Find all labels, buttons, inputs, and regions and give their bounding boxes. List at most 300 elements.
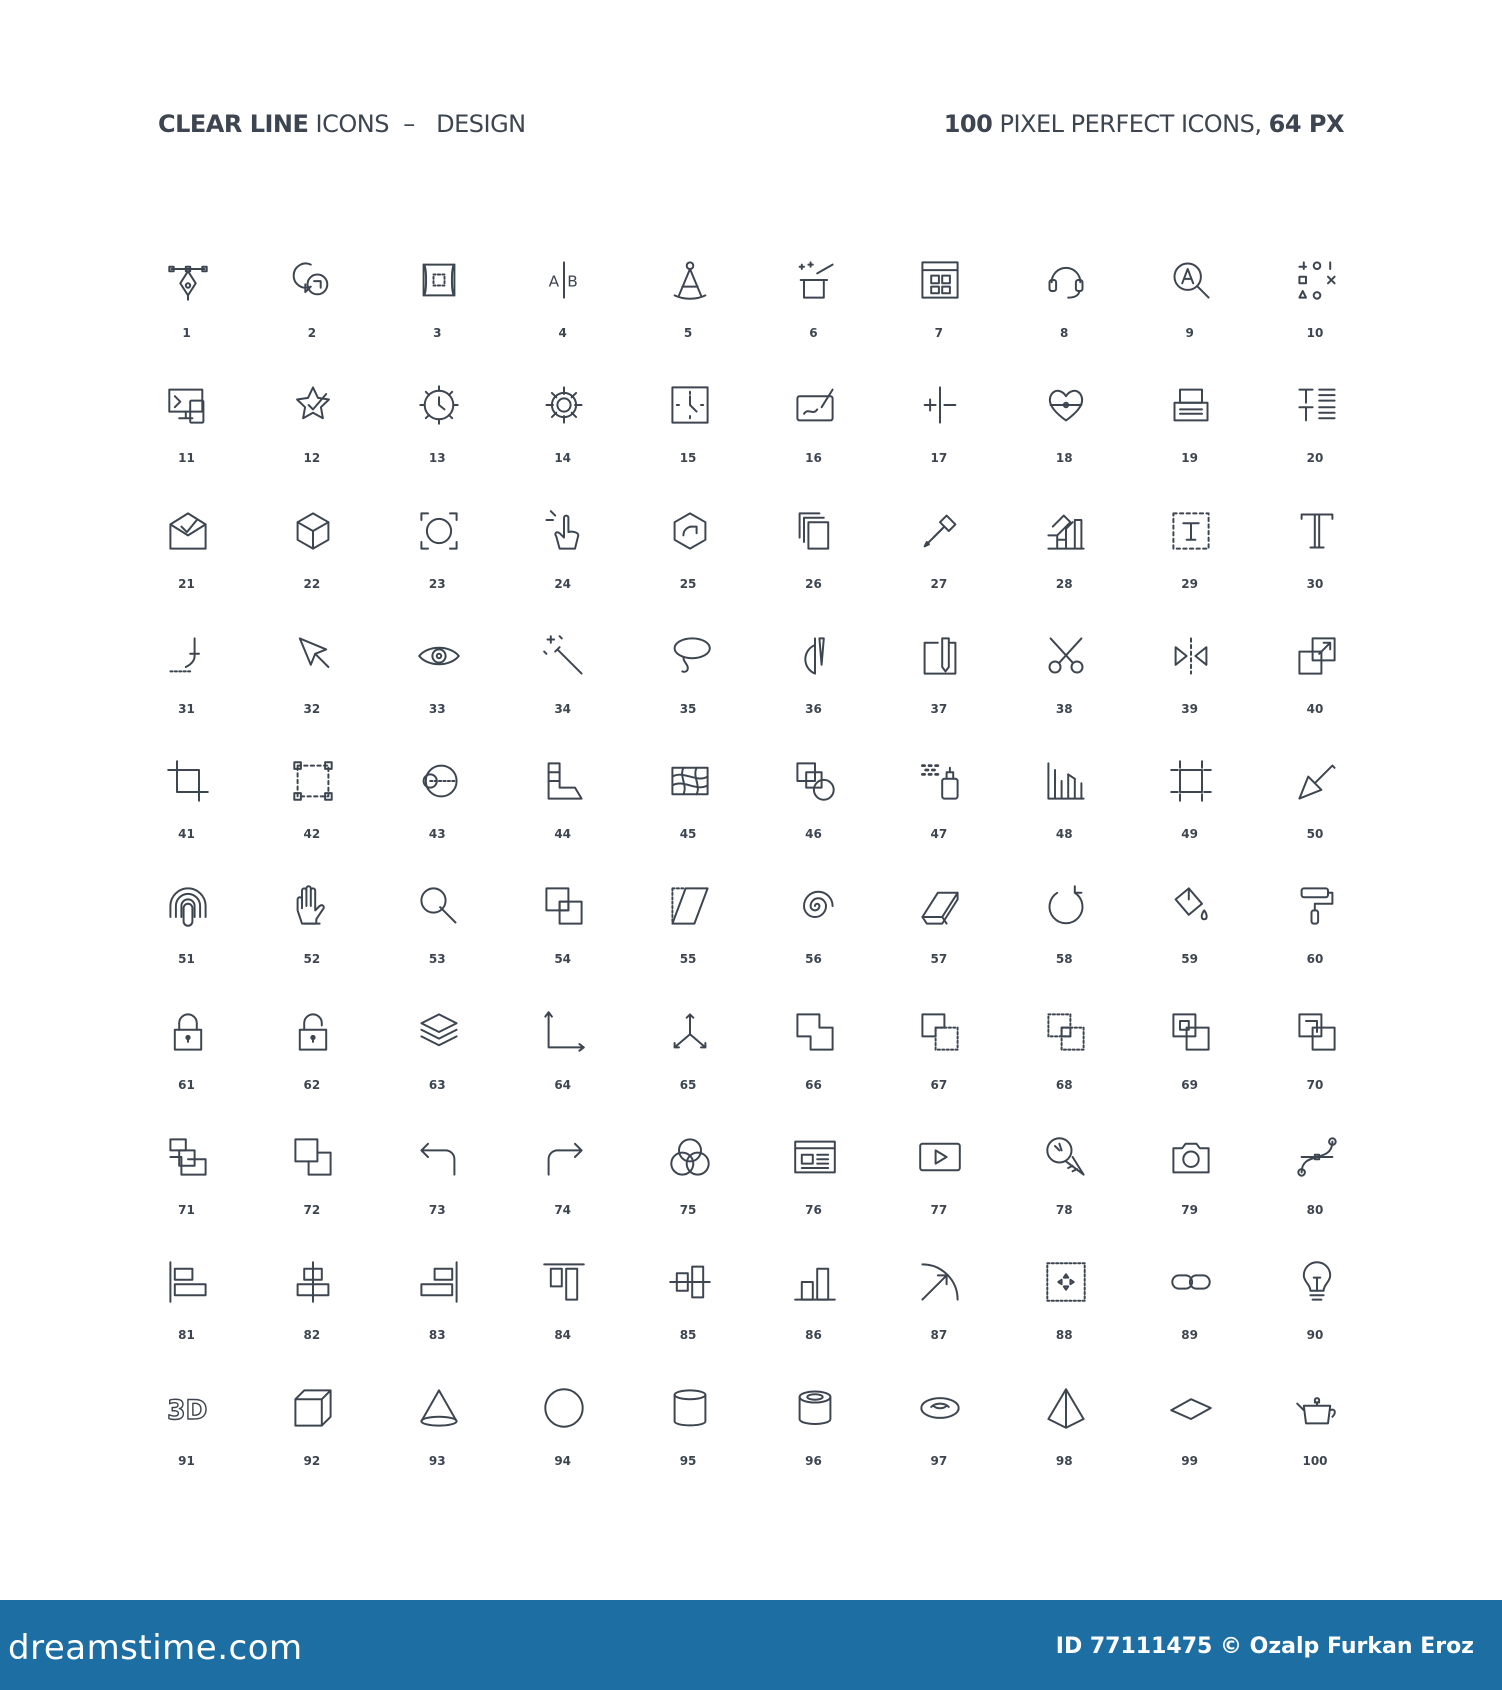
icon-number: 81: [178, 1328, 195, 1343]
icon-number: 83: [428, 1328, 446, 1343]
rotate-icon: [1044, 884, 1088, 928]
icon-cell: [1002, 1368, 1127, 1493]
subtitle-size: 64 PX: [1268, 110, 1344, 138]
icon-cell: [1002, 866, 1127, 991]
blueprint-icon: [417, 258, 461, 302]
icon-cell: [500, 491, 625, 616]
icon-number: 21: [178, 576, 195, 591]
icon-number: 22: [303, 576, 321, 591]
bezier-curve-icon: [1295, 1135, 1339, 1179]
icon-number: 10: [1306, 326, 1324, 340]
icon-number: 49: [1181, 827, 1198, 842]
ab-compare-icon: [542, 258, 586, 302]
color-rgb-icon: [668, 1135, 712, 1179]
arc-arrow-icon: [918, 1260, 962, 1304]
lock-icon: [166, 1010, 210, 1054]
icon-number: 96: [805, 1453, 822, 1468]
icon-number: 62: [303, 1077, 321, 1092]
icon-number: 5: [683, 326, 693, 340]
align-right-icon: [417, 1260, 461, 1304]
icon-number: 51: [178, 952, 195, 967]
icon-number: 13: [428, 451, 446, 466]
icon-cell: [751, 365, 876, 490]
icon-number: 41: [178, 827, 195, 842]
gear-clock-icon: [417, 383, 461, 427]
icon-number: 70: [1306, 1077, 1324, 1092]
warp-icon: [668, 759, 712, 803]
intersect-icon: [1044, 1010, 1088, 1054]
icon-cell: [249, 1117, 374, 1242]
layers-icon: [417, 1010, 461, 1054]
icon-cell: [626, 616, 751, 741]
plane-icon: [1169, 1386, 1213, 1430]
circle-selection-icon: [417, 509, 461, 553]
icon-cell: [1002, 240, 1127, 365]
icon-cell: [249, 1368, 374, 1493]
icon-cell: [375, 1368, 500, 1493]
title-rest: ICONS – DESIGN: [308, 110, 526, 138]
cursor-split-icon: [918, 383, 962, 427]
icon-number: 60: [1306, 952, 1324, 967]
eye-icon: [417, 634, 461, 678]
typography-icon: [1295, 509, 1339, 553]
hexagon-cube-icon: [291, 509, 335, 553]
icon-number: 23: [428, 576, 446, 591]
icon-cell: [1253, 240, 1378, 365]
artboard-icon: [1169, 759, 1213, 803]
icon-number: 57: [930, 952, 948, 967]
icon-cell: [876, 1242, 1001, 1367]
axis-3d-icon: [668, 1010, 712, 1054]
icon-number: 56: [805, 952, 822, 967]
icon-number: 40: [1306, 701, 1324, 716]
title-bold: CLEAR LINE: [158, 110, 309, 138]
icon-number: 93: [428, 1453, 446, 1468]
icon-number: 33: [428, 701, 446, 716]
svg-text:B: B: [567, 272, 579, 291]
icon-cell: [876, 741, 1001, 866]
icon-cell: [249, 741, 374, 866]
icon-number: 85: [679, 1328, 697, 1343]
icon-cell: [1253, 616, 1378, 741]
icon-number: 47: [930, 827, 948, 842]
icon-cell: [626, 1368, 751, 1493]
icon-number: 24: [554, 576, 572, 591]
icon-cell: [1127, 741, 1252, 866]
icon-number: 46: [805, 827, 822, 842]
icon-cell: [876, 992, 1001, 1117]
image-credit: ID 77111475 © Ozalp Furkan Eroz: [1055, 1634, 1474, 1659]
icon-number: 18: [1055, 451, 1073, 466]
teapot-icon: [1295, 1386, 1339, 1430]
icon-number: 15: [679, 451, 697, 466]
crop-icon: [166, 759, 210, 803]
icon-cell: [500, 1242, 625, 1367]
icon-cell: [1253, 741, 1378, 866]
icon-number: 79: [1181, 1203, 1198, 1218]
cone-icon: [417, 1386, 461, 1430]
camera-icon: [1169, 1135, 1213, 1179]
layout-grid-icon: [918, 258, 962, 302]
icon-cell: [1253, 1117, 1378, 1242]
hand-icon: [291, 884, 335, 928]
icon-cell: [375, 365, 500, 490]
icon-number: 72: [303, 1203, 321, 1218]
icon-cell: [876, 616, 1001, 741]
icon-cell: [1127, 1117, 1252, 1242]
icon-cell: [375, 616, 500, 741]
headset-support-icon: [1044, 258, 1088, 302]
icon-cell: [626, 866, 751, 991]
selection-box-icon: [291, 759, 335, 803]
icon-cell: [751, 741, 876, 866]
icon-cell: [500, 365, 625, 490]
icon-number: 54: [554, 952, 572, 967]
icon-number: 31: [178, 701, 195, 716]
icon-number: 35: [679, 701, 697, 716]
hand-click-icon: [542, 509, 586, 553]
pyramid-icon: [1044, 1386, 1088, 1430]
icon-cell: [249, 240, 374, 365]
icon-number: 8: [1060, 326, 1069, 340]
icon-cell: [1127, 1368, 1252, 1493]
icon-cell: [375, 741, 500, 866]
icon-number: 68: [1055, 1077, 1073, 1092]
icon-number: 89: [1181, 1328, 1198, 1343]
icon-cell: [375, 491, 500, 616]
video-player-icon: [918, 1135, 962, 1179]
icon-cell: [375, 992, 500, 1117]
star-check-icon: [291, 383, 335, 427]
icon-number: 66: [805, 1077, 822, 1092]
undo-icon: [417, 1135, 461, 1179]
icon-cell: [876, 1368, 1001, 1493]
heart-ribbon-icon: [1044, 383, 1088, 427]
icon-number: 38: [1055, 701, 1073, 716]
icon-cell: [1253, 992, 1378, 1117]
icon-cell: [124, 616, 249, 741]
icon-number: 78: [1055, 1203, 1073, 1218]
icon-cell: [500, 616, 625, 741]
icon-number: 90: [1306, 1328, 1324, 1343]
icon-cell: [1002, 616, 1127, 741]
lasso-icon: [668, 634, 712, 678]
icon-cell: [500, 992, 625, 1117]
magnifier-icon: [417, 884, 461, 928]
icon-number: 55: [679, 952, 697, 967]
icon-number: 48: [1055, 827, 1073, 842]
icon-cell: [626, 992, 751, 1117]
icon-number: 32: [303, 701, 321, 716]
pipette-icon: [918, 509, 962, 553]
icon-cell: [249, 866, 374, 991]
icon-cell: [1127, 616, 1252, 741]
align-center-icon: [291, 1260, 335, 1304]
icon-cell: [876, 240, 1001, 365]
icon-cell: [124, 866, 249, 991]
icon-number: 87: [930, 1328, 948, 1343]
spiral-icon: [793, 884, 837, 928]
pen-tool-icon: [166, 258, 210, 302]
icon-cell: [249, 616, 374, 741]
tube-icon: [793, 1386, 837, 1430]
icon-cell: [1127, 866, 1252, 991]
chat-refresh-icon: [291, 258, 335, 302]
icon-cell: [249, 992, 374, 1117]
page-title: [158, 110, 526, 138]
icon-number: 59: [1181, 952, 1198, 967]
pencil-frame-icon: [918, 634, 962, 678]
swatches-icon: [1044, 509, 1088, 553]
icon-number: 29: [1181, 576, 1198, 591]
icon-cell: [1253, 866, 1378, 991]
align-bottom-icon: [793, 1260, 837, 1304]
cube-icon: [291, 1386, 335, 1430]
icon-cell: [876, 491, 1001, 616]
scale-icon: [1295, 634, 1339, 678]
icon-cell: [124, 1368, 249, 1493]
icon-cell: [124, 240, 249, 365]
subtract-front-icon: [918, 1010, 962, 1054]
icon-cell: [751, 616, 876, 741]
icon-cell: [626, 1242, 751, 1367]
paint-bucket-icon: [1169, 884, 1213, 928]
copy-files-icon: [793, 509, 837, 553]
bring-forward-icon: [166, 1135, 210, 1179]
icon-cell: [876, 866, 1001, 991]
icon-cell: [1127, 992, 1252, 1117]
icon-cell: [124, 1117, 249, 1242]
page-subtitle: [944, 110, 1344, 138]
icon-cell: [500, 1368, 625, 1493]
icon-cell: [751, 1117, 876, 1242]
spray-can-icon: [918, 759, 962, 803]
icon-number: 42: [303, 827, 321, 842]
icon-number: 71: [178, 1203, 195, 1218]
icon-cell: [375, 1242, 500, 1367]
icon-cell: [1002, 992, 1127, 1117]
icon-number: 77: [930, 1203, 948, 1218]
icon-cell: [626, 365, 751, 490]
icon-cell: [751, 491, 876, 616]
magic-hat-icon: [793, 258, 837, 302]
icon-number: 14: [554, 451, 572, 466]
icon-number: 30: [1306, 576, 1324, 591]
align-top-icon: [542, 1260, 586, 1304]
icon-cell: [500, 240, 625, 365]
icon-cell: [500, 866, 625, 991]
skew-icon: [668, 884, 712, 928]
icon-cell: [876, 1117, 1001, 1242]
icon-number: 58: [1055, 952, 1073, 967]
icon-number: 27: [930, 576, 948, 591]
icon-number: 17: [930, 451, 948, 466]
icon-number: 91: [178, 1453, 195, 1468]
icon-cell: [1253, 1368, 1378, 1493]
shape-combine-icon: [793, 759, 837, 803]
subtitle-count: 100: [943, 110, 993, 138]
mail-check-icon: [166, 509, 210, 553]
icon-cell: [124, 741, 249, 866]
send-backward-icon: [291, 1135, 335, 1179]
icon-number: 36: [805, 701, 822, 716]
responsive-devices-icon: [166, 383, 210, 427]
icon-number: 73: [428, 1203, 446, 1218]
icon-cell: [375, 1117, 500, 1242]
icon-number: 4: [558, 326, 567, 340]
icon-cell: [876, 365, 1001, 490]
icon-cell: [626, 741, 751, 866]
icon-cell: [751, 1242, 876, 1367]
typewriter-icon: [1169, 383, 1213, 427]
redo-icon: [542, 1135, 586, 1179]
flip-icon: [1169, 634, 1213, 678]
overlap-icon: [542, 884, 586, 928]
icon-cell: [1253, 1242, 1378, 1367]
scissors-icon: [1044, 634, 1088, 678]
cursor-arrow-icon: [291, 634, 335, 678]
icon-number: 1: [182, 326, 191, 340]
axis-2d-icon: [542, 1010, 586, 1054]
icon-number: 2: [307, 326, 317, 340]
icon-number: 86: [805, 1328, 822, 1343]
icon-number: 20: [1306, 451, 1324, 466]
icon-cell: [375, 866, 500, 991]
eraser-icon: [918, 884, 962, 928]
icon-number: 39: [1181, 701, 1198, 716]
icon-number: 94: [554, 1453, 572, 1468]
link-icon: [1169, 1260, 1213, 1304]
ice-cream-icon: [1044, 1135, 1088, 1179]
icon-number: 3: [433, 326, 442, 340]
icon-cell: [249, 365, 374, 490]
3d-text-icon: [166, 1386, 210, 1430]
icon-number: 100: [1302, 1453, 1328, 1468]
icon-number: 97: [930, 1453, 948, 1468]
icon-number: 50: [1306, 827, 1324, 842]
icon-cell: [1127, 365, 1252, 490]
icon-cell: [1002, 1242, 1127, 1367]
icon-number: 65: [679, 1077, 697, 1092]
exclude-icon: [1169, 1010, 1213, 1054]
font-search-icon: [1169, 258, 1213, 302]
subtitle-text: PIXEL PERFECT ICONS,: [992, 110, 1269, 138]
icon-cell: [249, 1242, 374, 1367]
icon-number: 37: [930, 701, 948, 716]
icon-cell: [124, 992, 249, 1117]
icon-cell: [626, 491, 751, 616]
icon-cell: [1127, 1242, 1252, 1367]
move-icon: [1044, 1260, 1088, 1304]
trowel-icon: [1295, 759, 1339, 803]
icon-cell: [249, 491, 374, 616]
icon-number: 88: [1055, 1328, 1073, 1343]
align-left-icon: [166, 1260, 210, 1304]
brush-icon: [166, 634, 210, 678]
light-bulb-icon: [1295, 1260, 1339, 1304]
icon-cell: [1127, 491, 1252, 616]
icon-cell: [626, 240, 751, 365]
icon-cell: [124, 491, 249, 616]
icon-cell: [1002, 741, 1127, 866]
icon-number: 84: [554, 1328, 572, 1343]
icon-cell: [375, 240, 500, 365]
radius-icon: [417, 759, 461, 803]
icon-number: 7: [934, 326, 944, 340]
icon-number: 53: [428, 952, 446, 967]
icon-cell: [626, 1117, 751, 1242]
icon-cell: [751, 866, 876, 991]
svg-text:A: A: [548, 272, 560, 291]
icon-number: 80: [1306, 1203, 1324, 1218]
icon-number: 67: [930, 1077, 948, 1092]
icon-number: 25: [679, 576, 697, 591]
sphere-icon: [542, 1386, 586, 1430]
refresh-hexagon-icon: [668, 509, 712, 553]
icon-number: 43: [428, 827, 446, 842]
icon-cell: [1253, 365, 1378, 490]
icon-number: 69: [1181, 1077, 1198, 1092]
icon-number: 12: [303, 451, 321, 466]
icon-number: 28: [1055, 576, 1073, 591]
icon-number: 9: [1185, 326, 1194, 340]
icon-cell: [124, 365, 249, 490]
torus-icon: [918, 1386, 962, 1430]
icon-cell: [500, 741, 625, 866]
icon-cell: [1002, 1117, 1127, 1242]
half-pen-icon: [793, 634, 837, 678]
bar-graph-icon: [1044, 759, 1088, 803]
icon-number: 6: [809, 326, 818, 340]
footer-bar: [0, 1600, 1502, 1690]
web-layout-icon: [793, 1135, 837, 1179]
icon-number: 82: [303, 1328, 321, 1343]
icon-number: 92: [303, 1453, 321, 1468]
icon-number: 75: [679, 1203, 697, 1218]
icon-cell: [751, 240, 876, 365]
compass-drawing-icon: [668, 258, 712, 302]
icon-cell: [751, 992, 876, 1117]
union-icon: [793, 1010, 837, 1054]
drawing-tablet-icon: [793, 383, 837, 427]
icon-number: 16: [805, 451, 822, 466]
icon-cell: [1002, 491, 1127, 616]
icon-cell: [124, 1242, 249, 1367]
text-box-icon: [1169, 509, 1213, 553]
fingerprint-touch-icon: [166, 884, 210, 928]
magic-wand-icon: [542, 634, 586, 678]
icon-cell: [751, 1368, 876, 1493]
icon-number: 44: [554, 827, 572, 842]
icon-number: 64: [554, 1077, 572, 1092]
icon-number: 52: [303, 952, 321, 967]
divide-icon: [1295, 1010, 1339, 1054]
icon-number: 98: [1055, 1453, 1073, 1468]
icon-cell: [500, 1117, 625, 1242]
icon-number: 95: [679, 1453, 697, 1468]
icon-number: 76: [805, 1203, 822, 1218]
icon-cell: [1127, 240, 1252, 365]
icon-number: 19: [1181, 451, 1198, 466]
gear-icon: [542, 383, 586, 427]
cylinder-icon: [668, 1386, 712, 1430]
paint-roller-icon: [1295, 884, 1339, 928]
brand-logo[interactable]: dreamstime.com: [8, 1628, 303, 1668]
icon-number: 45: [679, 827, 697, 842]
icon-number: 63: [428, 1077, 446, 1092]
icon-number: 34: [554, 701, 572, 716]
icon-grid: [124, 240, 1378, 1493]
